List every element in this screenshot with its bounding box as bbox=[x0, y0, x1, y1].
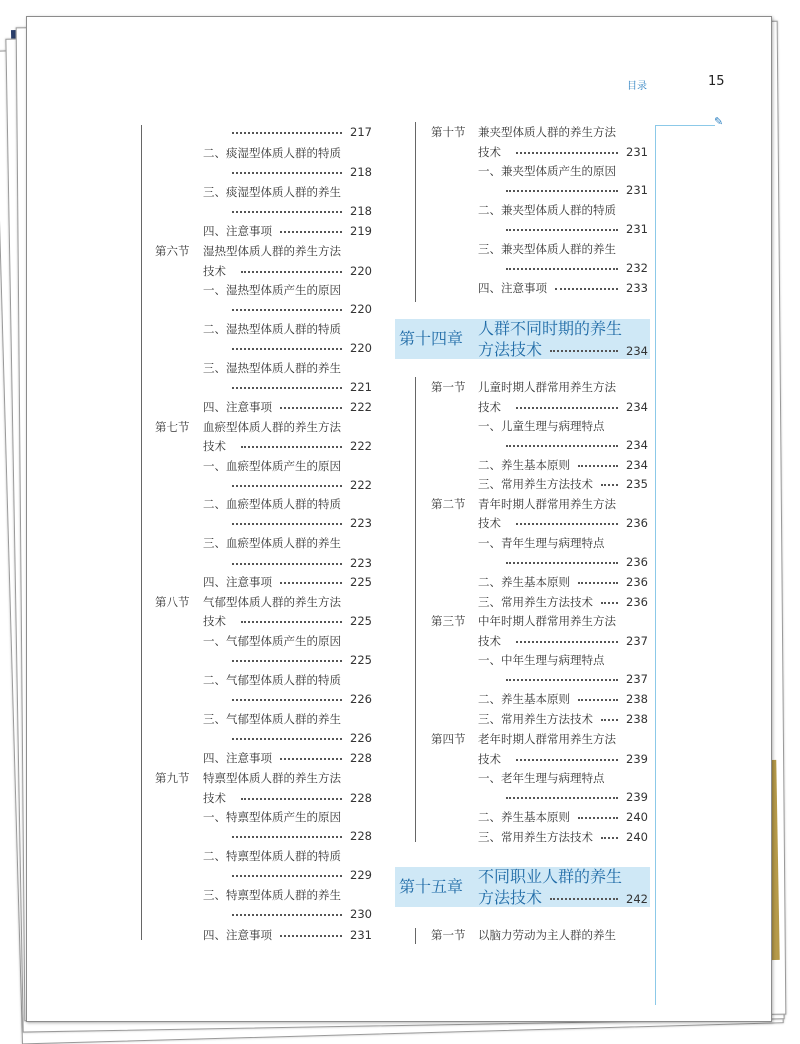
leader-dots bbox=[506, 268, 618, 270]
toc-entry: 一、儿童生理与病理特点 bbox=[478, 419, 605, 433]
page-ref: 235 bbox=[626, 477, 648, 491]
section-label: 第十节 bbox=[431, 125, 466, 139]
toc-entry: 四、注意事项 bbox=[203, 751, 272, 765]
page-ref: 220 bbox=[350, 302, 372, 316]
section-title: 儿童时期人群常用养生方法 bbox=[478, 380, 616, 394]
page-ref: 240 bbox=[626, 810, 648, 824]
toc-entry: 二、血瘀型体质人群的特质 bbox=[203, 497, 341, 511]
toc-entry: 三、血瘀型体质人群的养生 bbox=[203, 536, 341, 550]
leader-dots bbox=[232, 660, 342, 662]
page-ref: 225 bbox=[350, 575, 372, 589]
leader-dots bbox=[232, 836, 342, 838]
page-ref: 229 bbox=[350, 868, 372, 882]
page-ref: 231 bbox=[626, 183, 648, 197]
page-ref: 232 bbox=[626, 261, 648, 275]
page-ref: 228 bbox=[350, 829, 372, 843]
toc-entry: 三、常用养生方法技术 bbox=[478, 712, 593, 726]
section-title-cont: 技术 bbox=[203, 791, 226, 805]
leader-dots bbox=[506, 229, 618, 231]
page-ref: 236 bbox=[626, 575, 648, 589]
page-ref: 218 bbox=[350, 204, 372, 218]
section-title-cont: 技术 bbox=[478, 752, 501, 766]
toc-entry: 三、气郁型体质人群的养生 bbox=[203, 712, 341, 726]
section-title-cont: 技术 bbox=[478, 400, 501, 414]
section-label: 第一节 bbox=[431, 928, 466, 942]
section-title-cont: 技术 bbox=[203, 614, 226, 628]
chapter-title: 不同职业人群的养生 bbox=[478, 867, 623, 886]
page-ref: 239 bbox=[626, 790, 648, 804]
leader-dots bbox=[232, 485, 342, 487]
page-ref: 219 bbox=[350, 224, 372, 238]
page-ref: 223 bbox=[350, 516, 372, 530]
toc-entry: 三、特禀型体质人群的养生 bbox=[203, 888, 341, 902]
toc-entry: 二、兼夹型体质人群的特质 bbox=[478, 203, 616, 217]
section-title-cont: 技术 bbox=[203, 439, 226, 453]
toc-entry: 四、注意事项 bbox=[203, 575, 272, 589]
page-ref: 231 bbox=[626, 222, 648, 236]
toc-entry: 二、养生基本原则 bbox=[478, 575, 570, 589]
section-title-cont: 技术 bbox=[478, 516, 501, 530]
page-ref: 220 bbox=[350, 264, 372, 278]
page-ref: 228 bbox=[350, 791, 372, 805]
leader-dots bbox=[232, 309, 342, 311]
leader-dots bbox=[241, 621, 342, 623]
page-ref: 237 bbox=[626, 672, 648, 686]
leader-dots bbox=[280, 935, 342, 937]
page-ref: 234 bbox=[626, 400, 648, 414]
toc-entry: 一、湿热型体质产生的原因 bbox=[203, 283, 341, 297]
leader-dots bbox=[578, 817, 618, 819]
section-title-cont: 技术 bbox=[203, 264, 226, 278]
toc-entry: 二、湿热型体质人群的特质 bbox=[203, 322, 341, 336]
toc-entry: 三、兼夹型体质人群的养生 bbox=[478, 242, 616, 256]
leader-dots bbox=[506, 190, 618, 192]
page-ref: 222 bbox=[350, 400, 372, 414]
toc-entry: 二、养生基本原则 bbox=[478, 458, 570, 472]
page-number: 15 bbox=[708, 74, 725, 89]
page-ref: 234 bbox=[626, 438, 648, 452]
leader-dots bbox=[280, 231, 342, 233]
leader-dots bbox=[550, 350, 618, 352]
page-ref: 238 bbox=[626, 712, 648, 726]
leader-dots bbox=[232, 132, 342, 134]
section-title-cont: 技术 bbox=[478, 634, 501, 648]
page-ref: 239 bbox=[626, 752, 648, 766]
page-ref: 225 bbox=[350, 614, 372, 628]
page-ref: 240 bbox=[626, 830, 648, 844]
leader-dots bbox=[506, 679, 618, 681]
toc-entry: 四、注意事项 bbox=[203, 224, 272, 238]
toc-entry: 二、气郁型体质人群的特质 bbox=[203, 673, 341, 687]
section-label: 第六节 bbox=[155, 244, 190, 258]
section-title: 特禀型体质人群的养生方法 bbox=[203, 771, 341, 785]
toc-entry: 三、常用养生方法技术 bbox=[478, 830, 593, 844]
page-ref: 236 bbox=[626, 555, 648, 569]
page-ref: 225 bbox=[350, 653, 372, 667]
page-ref: 233 bbox=[626, 281, 648, 295]
chapter-title: 人群不同时期的养生 bbox=[478, 319, 623, 338]
toc-entry: 一、老年生理与病理特点 bbox=[478, 771, 605, 785]
page-ref: 226 bbox=[350, 692, 372, 706]
leader-dots bbox=[516, 641, 618, 643]
pen-icon: ✎ bbox=[714, 115, 724, 128]
leader-dots bbox=[280, 582, 342, 584]
page-ref: 237 bbox=[626, 634, 648, 648]
page-ref: 228 bbox=[350, 751, 372, 765]
toc-entry: 一、兼夹型体质产生的原因 bbox=[478, 164, 616, 178]
leader-dots bbox=[555, 288, 618, 290]
page-ref: 231 bbox=[626, 145, 648, 159]
leader-dots bbox=[506, 797, 618, 799]
header-rule bbox=[655, 125, 715, 126]
leader-dots bbox=[578, 699, 618, 701]
toc-entry: 三、常用养生方法技术 bbox=[478, 477, 593, 491]
section-label: 第一节 bbox=[431, 380, 466, 394]
leader-dots bbox=[506, 445, 618, 447]
toc-entry: 四、注意事项 bbox=[478, 281, 547, 295]
page-ref: 218 bbox=[350, 165, 372, 179]
page-ref: 236 bbox=[626, 516, 648, 530]
page-ref: 226 bbox=[350, 731, 372, 745]
right-column-rule bbox=[415, 928, 416, 944]
leader-dots bbox=[232, 699, 342, 701]
leader-dots bbox=[232, 738, 342, 740]
page-ref: 222 bbox=[350, 478, 372, 492]
running-header-label: 目录 bbox=[627, 81, 647, 92]
chapter-number: 第十四章 bbox=[399, 329, 464, 348]
section-title: 以脑力劳动为主人群的养生 bbox=[478, 928, 616, 942]
page-ref: 236 bbox=[626, 595, 648, 609]
section-title: 气郁型体质人群的养生方法 bbox=[203, 595, 341, 609]
toc-entry: 四、注意事项 bbox=[203, 400, 272, 414]
chapter-title-cont: 方法技术 bbox=[478, 340, 543, 359]
toc-entry: 一、气郁型体质产生的原因 bbox=[203, 634, 341, 648]
leader-dots bbox=[232, 172, 342, 174]
page-ref: 220 bbox=[350, 341, 372, 355]
toc-entry: 四、注意事项 bbox=[203, 928, 272, 942]
leader-dots bbox=[241, 446, 342, 448]
margin-rule bbox=[655, 125, 656, 1005]
toc-entry: 三、常用养生方法技术 bbox=[478, 595, 593, 609]
leader-dots bbox=[232, 563, 342, 565]
section-label: 第二节 bbox=[431, 497, 466, 511]
section-title: 湿热型体质人群的养生方法 bbox=[203, 244, 341, 258]
page-ref: 222 bbox=[350, 439, 372, 453]
leader-dots bbox=[232, 875, 342, 877]
leader-dots bbox=[516, 152, 618, 154]
section-title: 血瘀型体质人群的养生方法 bbox=[203, 420, 341, 434]
page-ref: 242 bbox=[626, 892, 648, 906]
leader-dots bbox=[241, 798, 342, 800]
section-title: 中年时期人群常用养生方法 bbox=[478, 614, 616, 628]
leader-dots bbox=[516, 407, 618, 409]
toc-entry: 二、痰湿型体质人群的特质 bbox=[203, 146, 341, 160]
leader-dots bbox=[232, 387, 342, 389]
section-title-cont: 技术 bbox=[478, 145, 501, 159]
leader-dots bbox=[506, 562, 618, 564]
leader-dots bbox=[232, 523, 342, 525]
left-column-rule bbox=[141, 125, 142, 940]
section-label: 第四节 bbox=[431, 732, 466, 746]
page-ref: 231 bbox=[350, 928, 372, 942]
section-label: 第八节 bbox=[155, 595, 190, 609]
toc-entry: 三、湿热型体质人群的养生 bbox=[203, 361, 341, 375]
toc-entry: 二、养生基本原则 bbox=[478, 692, 570, 706]
leader-dots bbox=[232, 348, 342, 350]
page-ref: 221 bbox=[350, 380, 372, 394]
page-ref: 230 bbox=[350, 907, 372, 921]
section-title: 老年时期人群常用养生方法 bbox=[478, 732, 616, 746]
leader-dots bbox=[280, 758, 342, 760]
chapter-number: 第十五章 bbox=[399, 877, 464, 896]
page-ref: 238 bbox=[626, 692, 648, 706]
leader-dots bbox=[550, 898, 618, 900]
toc-entry: 一、中年生理与病理特点 bbox=[478, 653, 605, 667]
leader-dots bbox=[280, 407, 342, 409]
section-title: 兼夹型体质人群的养生方法 bbox=[478, 125, 616, 139]
leader-dots bbox=[241, 271, 342, 273]
section-label: 第九节 bbox=[155, 771, 190, 785]
leader-dots bbox=[578, 582, 618, 584]
toc-entry: 三、痰湿型体质人群的养生 bbox=[203, 185, 341, 199]
toc-entry: 一、特禀型体质产生的原因 bbox=[203, 810, 341, 824]
leader-dots bbox=[232, 211, 342, 213]
page-ref: 234 bbox=[626, 458, 648, 472]
leader-dots bbox=[578, 465, 618, 467]
chapter-title-cont: 方法技术 bbox=[478, 888, 543, 907]
page-ref: 223 bbox=[350, 556, 372, 570]
section-label: 第三节 bbox=[431, 614, 466, 628]
leader-dots bbox=[516, 759, 618, 761]
page-ref: 217 bbox=[350, 125, 372, 139]
toc-entry: 一、青年生理与病理特点 bbox=[478, 536, 605, 550]
section-title: 青年时期人群常用养生方法 bbox=[478, 497, 616, 511]
leader-dots bbox=[516, 523, 618, 525]
page-ref: 234 bbox=[626, 344, 648, 358]
right-column-rule bbox=[415, 122, 416, 302]
toc-entry: 一、血瘀型体质产生的原因 bbox=[203, 459, 341, 473]
toc-entry: 二、养生基本原则 bbox=[478, 810, 570, 824]
leader-dots bbox=[232, 914, 342, 916]
toc-entry: 二、特禀型体质人群的特质 bbox=[203, 849, 341, 863]
section-label: 第七节 bbox=[155, 420, 190, 434]
right-column-rule bbox=[415, 377, 416, 842]
